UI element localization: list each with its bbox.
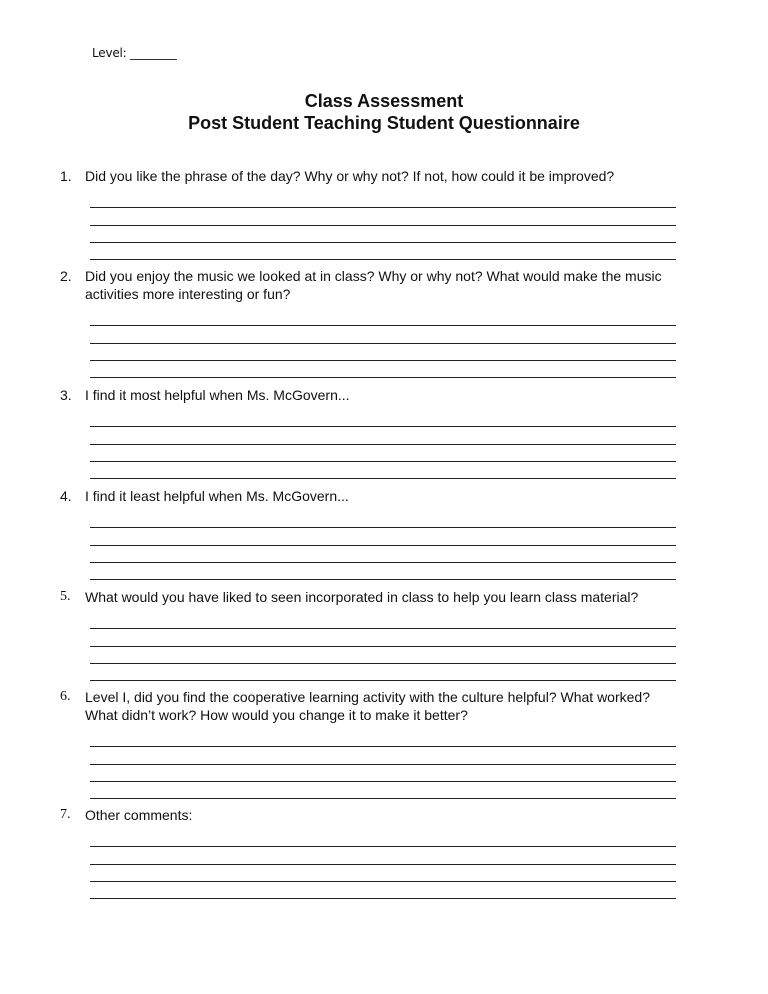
question-text-line: Other comments: (85, 807, 193, 823)
answer-line[interactable] (90, 847, 676, 864)
answer-area[interactable] (90, 309, 676, 378)
question-text (85, 688, 700, 724)
answer-line[interactable] (90, 647, 676, 664)
question-text-line: What would you have liked to seen incorporated in class to help you learn class material? (85, 589, 639, 605)
title-line-1: Class Assessment (304, 91, 464, 111)
title-line-2: Post Student Teaching Student Questionnaire (188, 113, 580, 133)
answer-area[interactable] (90, 830, 676, 899)
question-text-line: I find it least helpful when Ms. McGovern... (85, 488, 349, 504)
question-text-line-2: activities more interesting or fun? (85, 286, 291, 302)
answer-area[interactable] (90, 612, 676, 681)
answer-line[interactable] (90, 427, 676, 444)
question-text-line-2: What didn’t work? How would you change it to make it better? (85, 707, 468, 723)
question-text (85, 487, 700, 505)
answer-line[interactable] (90, 664, 676, 681)
question-text-line: Did you like the phrase of the day? Why or why not? If not, how could it be improved? (85, 168, 615, 184)
answer-line[interactable] (90, 361, 676, 378)
answer-line[interactable] (90, 546, 676, 563)
question-number: 4. (60, 488, 72, 504)
answer-line[interactable] (90, 830, 676, 847)
question-text (85, 806, 700, 824)
question-5 (60, 588, 700, 681)
answer-line[interactable] (90, 747, 676, 764)
answer-line[interactable] (90, 765, 676, 782)
question-3 (60, 386, 700, 479)
question-text (85, 167, 700, 185)
answer-line[interactable] (90, 882, 676, 899)
answer-line[interactable] (90, 629, 676, 646)
answer-line[interactable] (90, 865, 676, 882)
question-number: 2. (60, 268, 72, 284)
answer-line[interactable] (90, 226, 676, 243)
question-4 (60, 487, 700, 580)
answer-line[interactable] (90, 309, 676, 326)
answer-line[interactable] (90, 243, 676, 260)
answer-area[interactable] (90, 191, 676, 260)
answer-line[interactable] (90, 344, 676, 361)
question-number: 6. (60, 689, 71, 704)
question-number: 1. (60, 168, 72, 184)
question-7 (60, 806, 700, 899)
answer-line[interactable] (90, 326, 676, 343)
question-2 (60, 267, 700, 378)
level-field[interactable]: Level: ________ (92, 46, 177, 60)
question-text (85, 267, 700, 303)
question-number: 3. (60, 387, 72, 403)
answer-line[interactable] (90, 445, 676, 462)
answer-area[interactable] (90, 511, 676, 580)
question-number: 5. (60, 589, 71, 604)
question-text (85, 588, 700, 606)
answer-line[interactable] (90, 511, 676, 528)
answer-line[interactable] (90, 208, 676, 225)
question-text-line: I find it most helpful when Ms. McGovern... (85, 387, 350, 403)
answer-line[interactable] (90, 410, 676, 427)
question-text (85, 386, 700, 404)
question-6 (60, 688, 700, 799)
answer-line[interactable] (90, 528, 676, 545)
document-title (0, 90, 768, 134)
question-text-line: Level I, did you find the cooperative learning activity with the culture helpful? What worked? (85, 689, 650, 705)
answer-line[interactable] (90, 782, 676, 799)
answer-area[interactable] (90, 730, 676, 799)
answer-line[interactable] (90, 730, 676, 747)
answer-line[interactable] (90, 612, 676, 629)
question-number: 7. (60, 807, 71, 822)
answer-line[interactable] (90, 563, 676, 580)
question-text-line: Did you enjoy the music we looked at in class? Why or why not? What would make the music (85, 268, 662, 284)
answer-line[interactable] (90, 191, 676, 208)
answer-line[interactable] (90, 462, 676, 479)
answer-area[interactable] (90, 410, 676, 479)
question-1 (60, 167, 700, 260)
